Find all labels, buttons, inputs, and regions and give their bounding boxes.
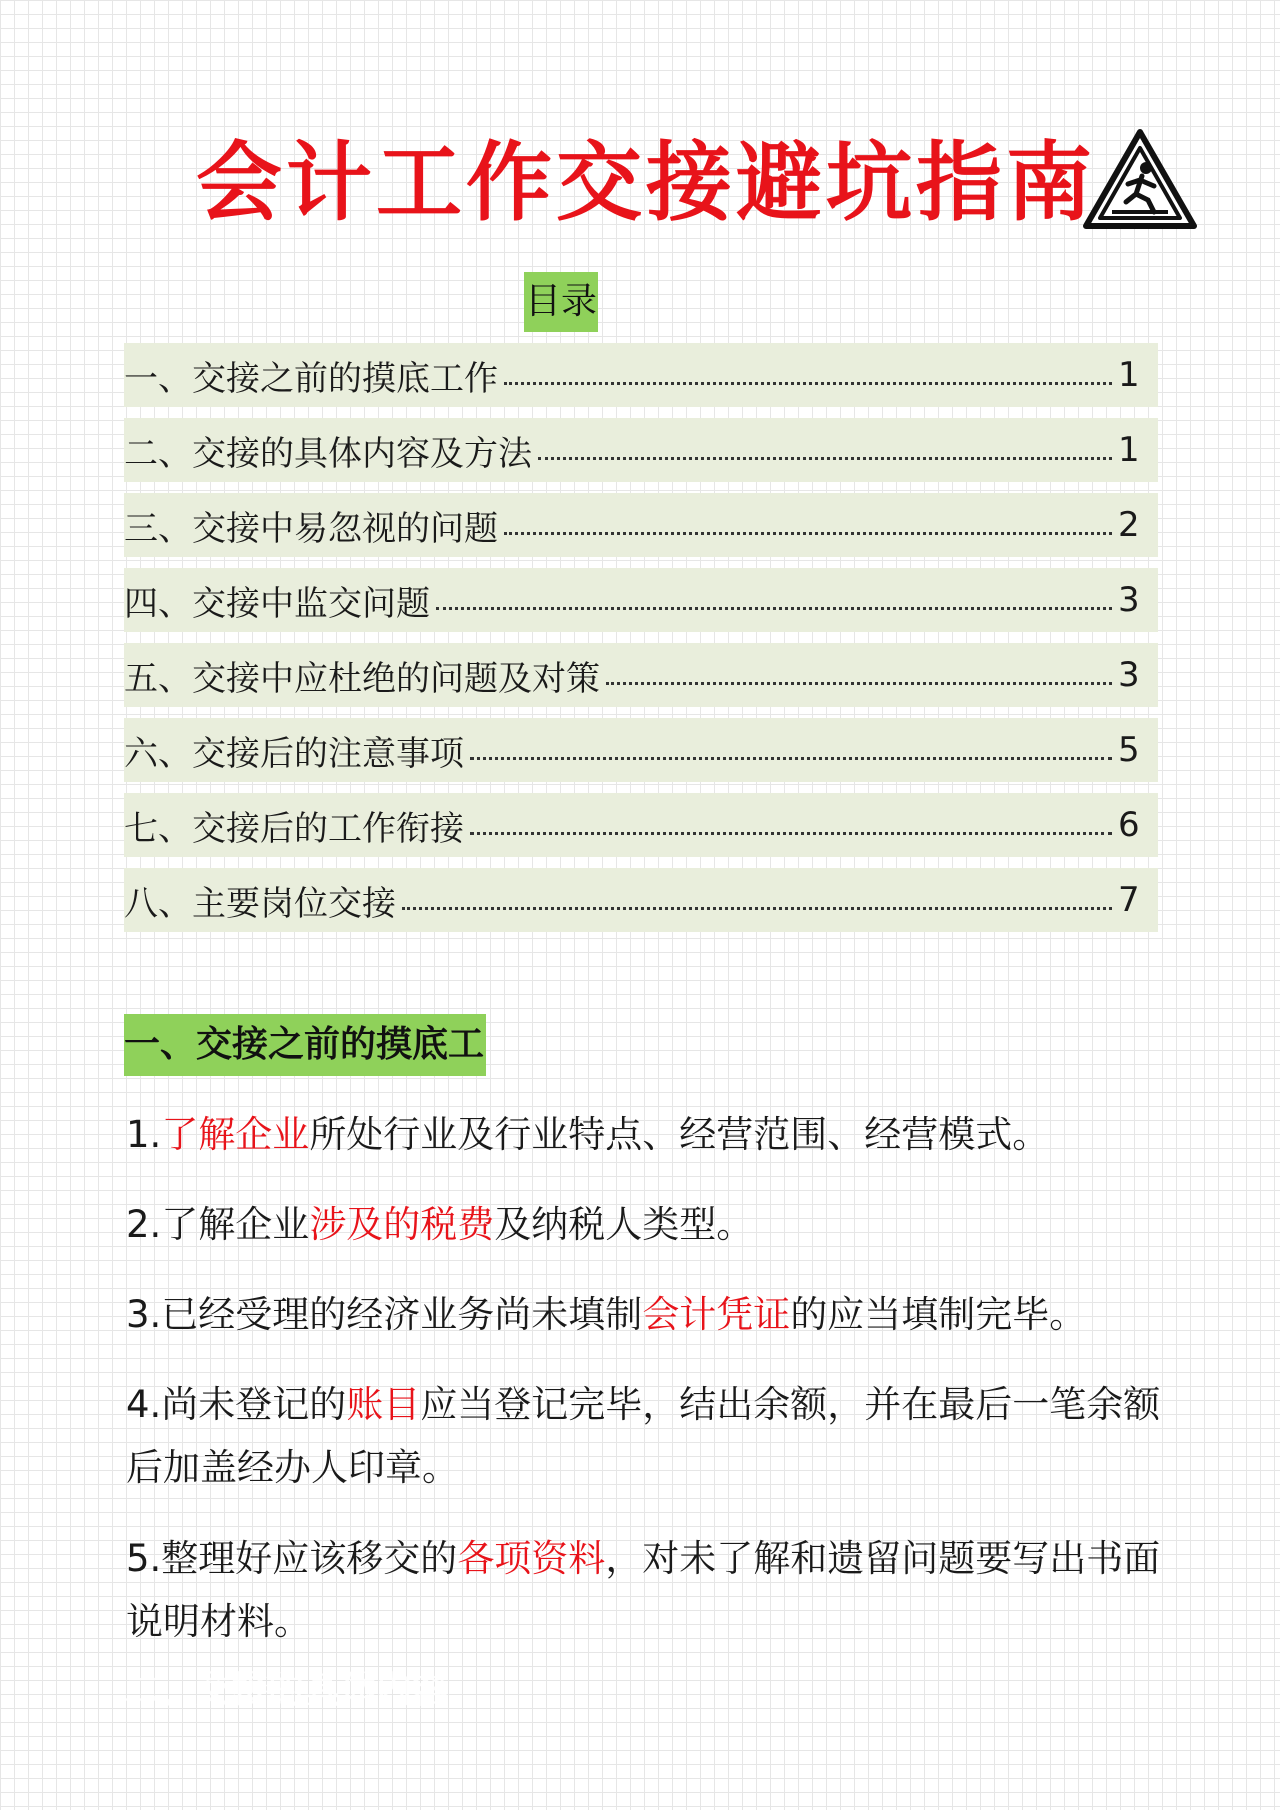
item-text: 的应当填制完毕。 xyxy=(790,1293,1087,1336)
toc-item-label: 七、交接后的工作衔接 xyxy=(124,808,464,849)
toc-item[interactable] xyxy=(124,793,1158,857)
toc-item-page: 3 xyxy=(1118,655,1140,695)
toc-item[interactable] xyxy=(124,643,1158,707)
item-highlight: 各项资料 xyxy=(457,1537,606,1580)
toc-item-page: 7 xyxy=(1118,880,1140,920)
toc-heading: 目录 xyxy=(524,272,598,332)
toc-item-label: 六、交接后的注意事项 xyxy=(124,733,464,774)
item-text: 及纳税人类型。 xyxy=(494,1203,754,1246)
item-text: 3.已经受理的经济业务尚未填制 xyxy=(126,1293,643,1336)
toc-item-label: 八、主要岗位交接 xyxy=(124,883,396,924)
toc-leader-dots xyxy=(538,457,1112,460)
item-text: ，对未了解和遗留问题要写出书面说明材料。 xyxy=(126,1537,1161,1643)
toc-item-label: 三、交接中易忽视的问题 xyxy=(124,508,498,549)
item-text: 5.整理好应该移交的 xyxy=(126,1537,458,1580)
toc-leader-dots xyxy=(606,682,1112,685)
toc-item-label: 二、交接的具体内容及方法 xyxy=(124,433,532,474)
toc-item-label: 一、交接之前的摸底工作 xyxy=(124,358,498,399)
toc-leader-dots xyxy=(504,382,1112,385)
list-item xyxy=(126,1373,1166,1499)
item-text: 2.了解企业 xyxy=(126,1203,310,1246)
toc-item-page: 2 xyxy=(1118,505,1140,545)
toc-item-label: 四、交接中监交问题 xyxy=(124,583,430,624)
item-highlight: 会计凭证 xyxy=(642,1293,791,1336)
toc-item[interactable] xyxy=(124,568,1158,632)
toc-item-page: 3 xyxy=(1118,580,1140,620)
item-text: 1. xyxy=(126,1113,162,1156)
toc-item-page: 1 xyxy=(1118,430,1140,470)
faded-section-heading: 二、交接的具体内容 xyxy=(124,1670,449,1711)
toc-leader-dots xyxy=(436,607,1112,610)
item-highlight: 了解企业 xyxy=(161,1113,310,1156)
warning-slip-icon xyxy=(1082,128,1198,232)
toc-item[interactable] xyxy=(124,493,1158,557)
toc-item-label: 五、交接中应杜绝的问题及对策 xyxy=(124,658,600,699)
toc-item[interactable] xyxy=(124,418,1158,482)
section-heading: 一、交接之前的摸底工 xyxy=(124,1014,486,1076)
toc-leader-dots xyxy=(470,832,1112,835)
toc-leader-dots xyxy=(402,907,1112,910)
toc-leader-dots xyxy=(504,532,1112,535)
toc-leader-dots xyxy=(470,757,1112,760)
toc-item[interactable] xyxy=(124,868,1158,932)
item-text: 所处行业及行业特点、经营范围、经营模式。 xyxy=(309,1113,1050,1156)
page-title: 会计工作交接避坑指南 xyxy=(196,133,1096,233)
toc-item[interactable] xyxy=(124,718,1158,782)
list-item xyxy=(126,1527,1166,1653)
item-text: 4.尚未登记的 xyxy=(126,1383,347,1426)
list-item xyxy=(126,1103,1166,1166)
item-highlight: 涉及的税费 xyxy=(309,1203,495,1246)
toc-item-page: 6 xyxy=(1118,805,1140,845)
item-highlight: 账目 xyxy=(346,1383,421,1426)
item-text: 应当登记完毕，结出余额，并在最后一笔余额后加盖经办人印章。 xyxy=(126,1383,1161,1489)
list-item xyxy=(126,1193,1166,1256)
toc-item-page: 1 xyxy=(1118,355,1140,395)
table-of-contents xyxy=(124,343,1158,943)
list-item xyxy=(126,1283,1166,1346)
toc-item[interactable] xyxy=(124,343,1158,407)
toc-item-page: 5 xyxy=(1118,730,1140,770)
